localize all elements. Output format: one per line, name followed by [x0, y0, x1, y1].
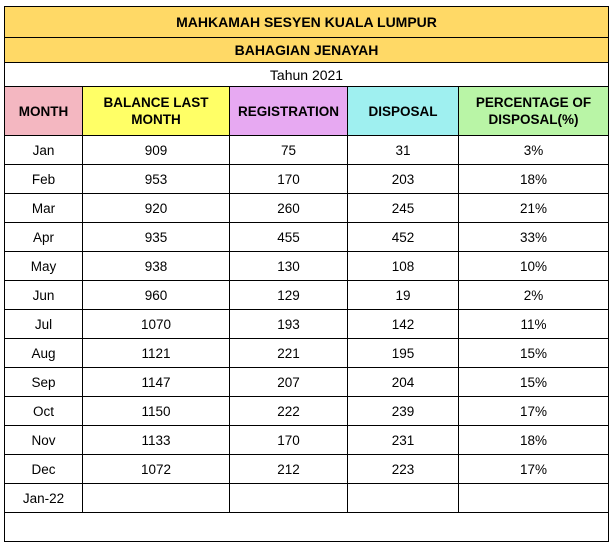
- table-title: MAHKAMAH SESYEN KUALA LUMPUR: [5, 7, 609, 38]
- cell-balance-last-month: 1150: [83, 397, 230, 426]
- table-row: [5, 339, 609, 368]
- table-row: [5, 281, 609, 310]
- table-row: [5, 310, 609, 339]
- cell-disposal: [348, 484, 459, 513]
- table-row: [5, 426, 609, 455]
- cell-month: Feb: [5, 165, 83, 194]
- table-row: [5, 136, 609, 165]
- cell-disposal: 223: [348, 455, 459, 484]
- cell-month: Sep: [5, 368, 83, 397]
- cell-registration: 193: [230, 310, 348, 339]
- cell-registration: 212: [230, 455, 348, 484]
- header-month: MONTH: [5, 87, 83, 136]
- cell-balance-last-month: 938: [83, 252, 230, 281]
- cell-balance-last-month: 1147: [83, 368, 230, 397]
- cell-month: Aug: [5, 339, 83, 368]
- cell-registration: 130: [230, 252, 348, 281]
- cell-disposal: 245: [348, 194, 459, 223]
- cell-balance-last-month: 1070: [83, 310, 230, 339]
- table-row: [5, 223, 609, 252]
- cell-month: Dec: [5, 455, 83, 484]
- empty-cell: [5, 513, 609, 542]
- cell-registration: 170: [230, 426, 348, 455]
- cell-balance-last-month: 1121: [83, 339, 230, 368]
- year-row: [5, 63, 609, 87]
- cell-disposal: 19: [348, 281, 459, 310]
- cell-balance-last-month: 909: [83, 136, 230, 165]
- cell-balance-last-month: 935: [83, 223, 230, 252]
- cell-disposal: 31: [348, 136, 459, 165]
- cell-disposal: 142: [348, 310, 459, 339]
- cell-percentage: 18%: [459, 165, 609, 194]
- cell-registration: 170: [230, 165, 348, 194]
- cell-registration: 207: [230, 368, 348, 397]
- cell-percentage: 2%: [459, 281, 609, 310]
- cell-percentage: 17%: [459, 455, 609, 484]
- cell-disposal: 239: [348, 397, 459, 426]
- title-row: [5, 7, 609, 38]
- header-registration: REGISTRATION: [230, 87, 348, 136]
- cell-month: Apr: [5, 223, 83, 252]
- cell-month: Oct: [5, 397, 83, 426]
- cell-registration: 222: [230, 397, 348, 426]
- cell-balance-last-month: 920: [83, 194, 230, 223]
- header-percentage-of-disposal: PERCENTAGE OF DISPOSAL(%): [459, 87, 609, 136]
- cell-registration: 75: [230, 136, 348, 165]
- cell-percentage: 3%: [459, 136, 609, 165]
- header-disposal: DISPOSAL: [348, 87, 459, 136]
- table-subtitle: BAHAGIAN JENAYAH: [5, 38, 609, 63]
- empty-row: [5, 513, 609, 542]
- table-row: [5, 194, 609, 223]
- cell-percentage: 15%: [459, 368, 609, 397]
- cell-disposal: 231: [348, 426, 459, 455]
- cell-disposal: 195: [348, 339, 459, 368]
- column-header-row: [5, 87, 609, 136]
- cell-registration: 129: [230, 281, 348, 310]
- cell-registration: [230, 484, 348, 513]
- table-year: Tahun 2021: [5, 63, 609, 87]
- cell-percentage: 18%: [459, 426, 609, 455]
- cell-registration: 260: [230, 194, 348, 223]
- table-row: [5, 252, 609, 281]
- cell-month: Jun: [5, 281, 83, 310]
- table-row: [5, 484, 609, 513]
- cell-percentage: 17%: [459, 397, 609, 426]
- cell-registration: 221: [230, 339, 348, 368]
- cell-disposal: 204: [348, 368, 459, 397]
- cell-balance-last-month: 1072: [83, 455, 230, 484]
- cell-disposal: 108: [348, 252, 459, 281]
- caseload-table: [4, 6, 609, 542]
- cell-percentage: 10%: [459, 252, 609, 281]
- table-row: [5, 397, 609, 426]
- cell-month: Mar: [5, 194, 83, 223]
- cell-month: Jan-22: [5, 484, 83, 513]
- cell-percentage: 11%: [459, 310, 609, 339]
- cell-month: Nov: [5, 426, 83, 455]
- cell-balance-last-month: 960: [83, 281, 230, 310]
- cell-disposal: 452: [348, 223, 459, 252]
- cell-percentage: [459, 484, 609, 513]
- cell-percentage: 15%: [459, 339, 609, 368]
- header-balance-last-month: BALANCE LAST MONTH: [83, 87, 230, 136]
- table-row: [5, 455, 609, 484]
- cell-disposal: 203: [348, 165, 459, 194]
- cell-month: Jul: [5, 310, 83, 339]
- table-row: [5, 368, 609, 397]
- cell-percentage: 33%: [459, 223, 609, 252]
- cell-percentage: 21%: [459, 194, 609, 223]
- cell-balance-last-month: 1133: [83, 426, 230, 455]
- cell-registration: 455: [230, 223, 348, 252]
- cell-month: Jan: [5, 136, 83, 165]
- cell-month: May: [5, 252, 83, 281]
- cell-balance-last-month: 953: [83, 165, 230, 194]
- cell-balance-last-month: [83, 484, 230, 513]
- subtitle-row: [5, 38, 609, 63]
- table-row: [5, 165, 609, 194]
